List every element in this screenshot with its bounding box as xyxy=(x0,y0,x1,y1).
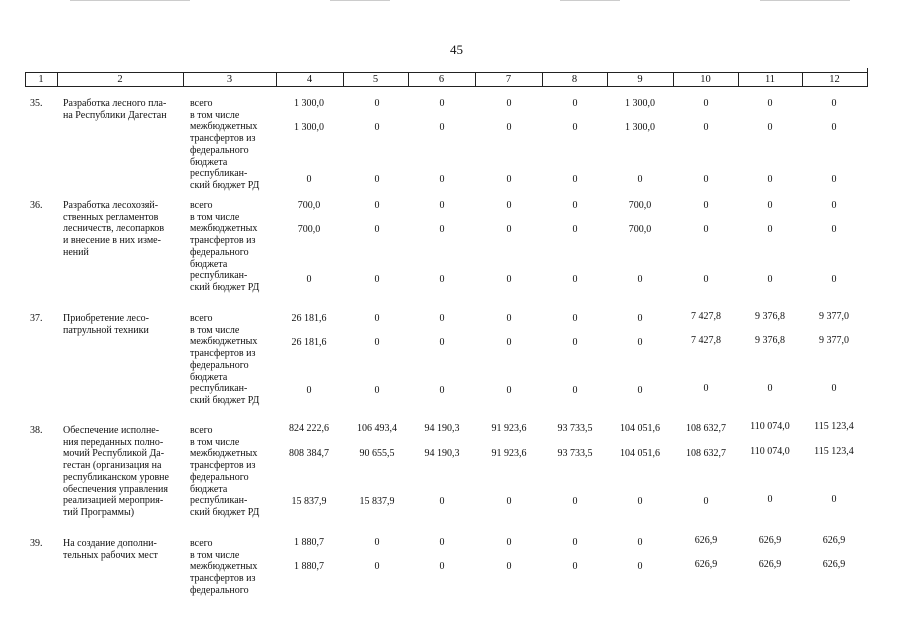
value-federal: 0 xyxy=(637,337,643,348)
row-name-line: Приобретение лесо- xyxy=(63,313,149,324)
value-regional: 0 xyxy=(506,174,512,185)
value-total: 0 xyxy=(703,200,709,211)
value-total: 94 190,3 xyxy=(424,423,460,434)
row-name xyxy=(63,313,181,336)
value-total: 9 377,0 xyxy=(819,311,849,322)
value-federal: 9 377,0 xyxy=(819,335,849,346)
row-number: 38. xyxy=(30,425,43,436)
row-name-line: республиканском уровне xyxy=(63,471,169,483)
value-total: 0 xyxy=(439,537,445,548)
value-federal: 0 xyxy=(374,337,380,348)
page-number: 45 xyxy=(450,42,463,57)
value-regional: 0 xyxy=(703,274,709,285)
value-total: 0 xyxy=(703,98,709,109)
value-total: 0 xyxy=(374,200,380,211)
value-total: 0 xyxy=(439,98,445,109)
row-number: 36. xyxy=(30,200,43,211)
value-regional: 15 837,9 xyxy=(359,496,395,507)
value-regional: 0 xyxy=(637,496,643,507)
value-total: 0 xyxy=(374,313,380,324)
value-federal: 0 xyxy=(572,122,578,133)
value-regional: 0 xyxy=(572,174,578,185)
value-total: 106 493,4 xyxy=(357,423,397,434)
value-regional: 0 xyxy=(767,174,773,185)
value-federal: 0 xyxy=(831,224,837,235)
value-total: 0 xyxy=(506,313,512,324)
value-total: 108 632,7 xyxy=(686,423,726,434)
value-federal: 94 190,3 xyxy=(424,448,460,459)
funding-type: всего в том числе межбюджетных трансфертов из федерального бюджета республикан- ский бюджет РД xyxy=(190,200,260,293)
row-name-line: тий Программы) xyxy=(63,506,135,518)
header-col-12: 12 xyxy=(829,74,840,85)
value-regional: 0 xyxy=(439,385,445,396)
value-total: 0 xyxy=(767,200,773,211)
value-federal: 626,9 xyxy=(758,559,782,570)
row-name-line: Разработка лесохозяй- xyxy=(63,200,159,211)
value-total: 0 xyxy=(572,313,578,324)
value-regional: 0 xyxy=(439,496,445,507)
value-total: 1 300,0 xyxy=(294,98,324,109)
row-name-line: мочий Республикой Да- xyxy=(63,448,165,460)
value-regional: 0 xyxy=(703,496,709,507)
value-regional: 0 xyxy=(703,174,709,185)
value-federal: 26 181,6 xyxy=(291,337,327,348)
row-name-line: и внесение в них изме- xyxy=(63,235,161,247)
row-number: 35. xyxy=(30,98,43,109)
value-regional: 0 xyxy=(506,274,512,285)
value-federal: 0 xyxy=(439,224,445,235)
value-total: 0 xyxy=(506,200,512,211)
value-regional: 0 xyxy=(637,174,643,185)
row-name-line: Обеспечение исполне- xyxy=(63,425,160,436)
value-regional: 0 xyxy=(306,274,312,285)
value-federal: 90 655,5 xyxy=(359,448,395,459)
row-name-line: на Республики Дагестан xyxy=(63,109,167,121)
value-regional: 0 xyxy=(374,385,380,396)
value-total: 0 xyxy=(506,537,512,548)
header-col-11: 11 xyxy=(764,74,776,85)
value-federal: 808 384,7 xyxy=(289,448,329,459)
value-total: 1 300,0 xyxy=(625,98,655,109)
value-total: 626,9 xyxy=(694,535,718,546)
value-federal: 1 880,7 xyxy=(294,561,324,572)
row-name-line: гестан (организация на xyxy=(63,460,162,472)
header-col-2: 2 xyxy=(117,74,123,85)
value-regional: 0 xyxy=(831,383,837,394)
value-total: 0 xyxy=(572,537,578,548)
row-name xyxy=(63,538,181,561)
row-name-line: нений xyxy=(63,246,89,258)
header-col-10: 10 xyxy=(700,74,711,85)
value-total: 0 xyxy=(637,537,643,548)
value-total: 0 xyxy=(767,98,773,109)
value-total: 7 427,8 xyxy=(691,311,721,322)
value-total: 0 xyxy=(572,98,578,109)
value-total: 91 923,6 xyxy=(491,423,527,434)
value-regional: 0 xyxy=(572,385,578,396)
value-total: 824 222,6 xyxy=(289,423,329,434)
value-federal: 0 xyxy=(506,337,512,348)
value-regional: 0 xyxy=(831,174,837,185)
value-federal: 0 xyxy=(637,561,643,572)
value-regional: 0 xyxy=(374,274,380,285)
value-federal: 0 xyxy=(439,561,445,572)
value-total: 626,9 xyxy=(822,535,846,546)
value-federal: 0 xyxy=(703,224,709,235)
header-col-8: 8 xyxy=(571,74,578,85)
value-regional: 0 xyxy=(637,385,643,396)
value-regional: 0 xyxy=(767,383,773,394)
value-federal: 0 xyxy=(439,122,445,133)
value-total: 0 xyxy=(374,537,380,548)
header-col-5: 5 xyxy=(372,74,379,85)
row-name xyxy=(63,200,181,259)
value-federal: 0 xyxy=(506,122,512,133)
value-federal: 0 xyxy=(572,224,578,235)
value-regional: 0 xyxy=(572,496,578,507)
value-federal: 0 xyxy=(572,561,578,572)
header-col-7: 7 xyxy=(505,74,512,85)
funding-type: всего в том числе межбюджетных трансфертов из федерального бюджета республикан- ский бюджет РД xyxy=(190,425,260,518)
row-name-line: лесничеств, лесопарков xyxy=(63,223,165,235)
value-regional: 0 xyxy=(506,385,512,396)
value-federal: 0 xyxy=(831,122,837,133)
value-federal: 0 xyxy=(506,561,512,572)
value-federal: 626,9 xyxy=(694,559,718,570)
value-total: 26 181,6 xyxy=(291,313,327,324)
value-federal: 104 051,6 xyxy=(620,448,660,459)
row-name-line: реализацией мероприя- xyxy=(63,495,164,507)
row-number: 39. xyxy=(30,538,43,549)
value-regional: 0 xyxy=(637,274,643,285)
header-col-9: 9 xyxy=(637,74,643,85)
value-federal: 1 300,0 xyxy=(294,122,324,133)
value-total: 0 xyxy=(831,200,837,211)
header-col-3: 3 xyxy=(226,74,233,85)
value-federal: 0 xyxy=(374,224,380,235)
value-federal: 700,0 xyxy=(628,224,652,235)
value-regional: 0 xyxy=(374,174,380,185)
value-regional: 15 837,9 xyxy=(291,496,327,507)
value-federal: 0 xyxy=(506,224,512,235)
value-total: 0 xyxy=(439,313,445,324)
value-total: 110 074,0 xyxy=(750,421,790,432)
value-regional: 0 xyxy=(439,274,445,285)
row-name-line: Разработка лесного пла- xyxy=(63,98,167,109)
value-total: 9 376,8 xyxy=(755,311,785,322)
value-federal: 7 427,8 xyxy=(691,335,721,346)
value-federal: 1 300,0 xyxy=(625,122,655,133)
value-total: 1 880,7 xyxy=(294,537,324,548)
value-federal: 110 074,0 xyxy=(750,446,790,457)
value-federal: 700,0 xyxy=(297,224,321,235)
row-name-line: ния переданных полно- xyxy=(63,436,164,448)
value-regional: 0 xyxy=(831,274,837,285)
header-col-1: 1 xyxy=(38,74,44,85)
value-total: 0 xyxy=(831,98,837,109)
value-federal: 0 xyxy=(572,337,578,348)
value-total: 626,9 xyxy=(758,535,782,546)
value-federal: 0 xyxy=(703,122,709,133)
value-federal: 0 xyxy=(767,122,773,133)
value-federal: 108 632,7 xyxy=(686,448,726,459)
header-col-4: 4 xyxy=(306,74,313,85)
row-name-line: патрульной техники xyxy=(63,324,149,336)
row-number: 37. xyxy=(30,313,43,324)
row-name-line: обеспечения управления xyxy=(63,483,169,495)
value-regional: 0 xyxy=(831,494,837,505)
value-total: 700,0 xyxy=(628,200,652,211)
funding-type: всего в том числе межбюджетных трансфертов из федерального бюджета республикан- ский бюджет РД xyxy=(190,98,260,191)
value-federal: 0 xyxy=(374,122,380,133)
row-name-line: тельных рабочих мест xyxy=(63,549,158,561)
value-federal: 0 xyxy=(439,337,445,348)
value-total: 115 123,4 xyxy=(814,421,854,432)
row-name xyxy=(63,98,181,121)
value-federal: 93 733,5 xyxy=(557,448,593,459)
row-name-line: ственных регламентов xyxy=(63,211,159,223)
value-federal: 626,9 xyxy=(822,559,846,570)
value-regional: 0 xyxy=(767,494,773,505)
header-col-6: 6 xyxy=(438,74,445,85)
value-total: 700,0 xyxy=(297,200,321,211)
value-federal: 9 376,8 xyxy=(755,335,785,346)
value-total: 104 051,6 xyxy=(620,423,660,434)
value-regional: 0 xyxy=(767,274,773,285)
value-total: 93 733,5 xyxy=(557,423,593,434)
value-federal: 115 123,4 xyxy=(814,446,854,457)
funding-type: всего в том числе межбюджетных трансфертов из федерального бюджета республикан- ский бюджет РД xyxy=(190,313,260,406)
value-regional: 0 xyxy=(572,274,578,285)
value-regional: 0 xyxy=(306,385,312,396)
value-federal: 0 xyxy=(374,561,380,572)
value-regional: 0 xyxy=(703,383,709,394)
value-total: 0 xyxy=(572,200,578,211)
value-federal: 0 xyxy=(767,224,773,235)
value-total: 0 xyxy=(374,98,380,109)
value-regional: 0 xyxy=(439,174,445,185)
value-regional: 0 xyxy=(306,174,312,185)
value-total: 0 xyxy=(439,200,445,211)
value-total: 0 xyxy=(637,313,643,324)
row-name-line: На создание дополни- xyxy=(63,538,157,549)
value-regional: 0 xyxy=(506,496,512,507)
row-name xyxy=(63,425,181,519)
value-total: 0 xyxy=(506,98,512,109)
value-federal: 91 923,6 xyxy=(491,448,527,459)
funding-type: всего в том числе межбюджетных трансфертов из федерального xyxy=(190,538,258,596)
